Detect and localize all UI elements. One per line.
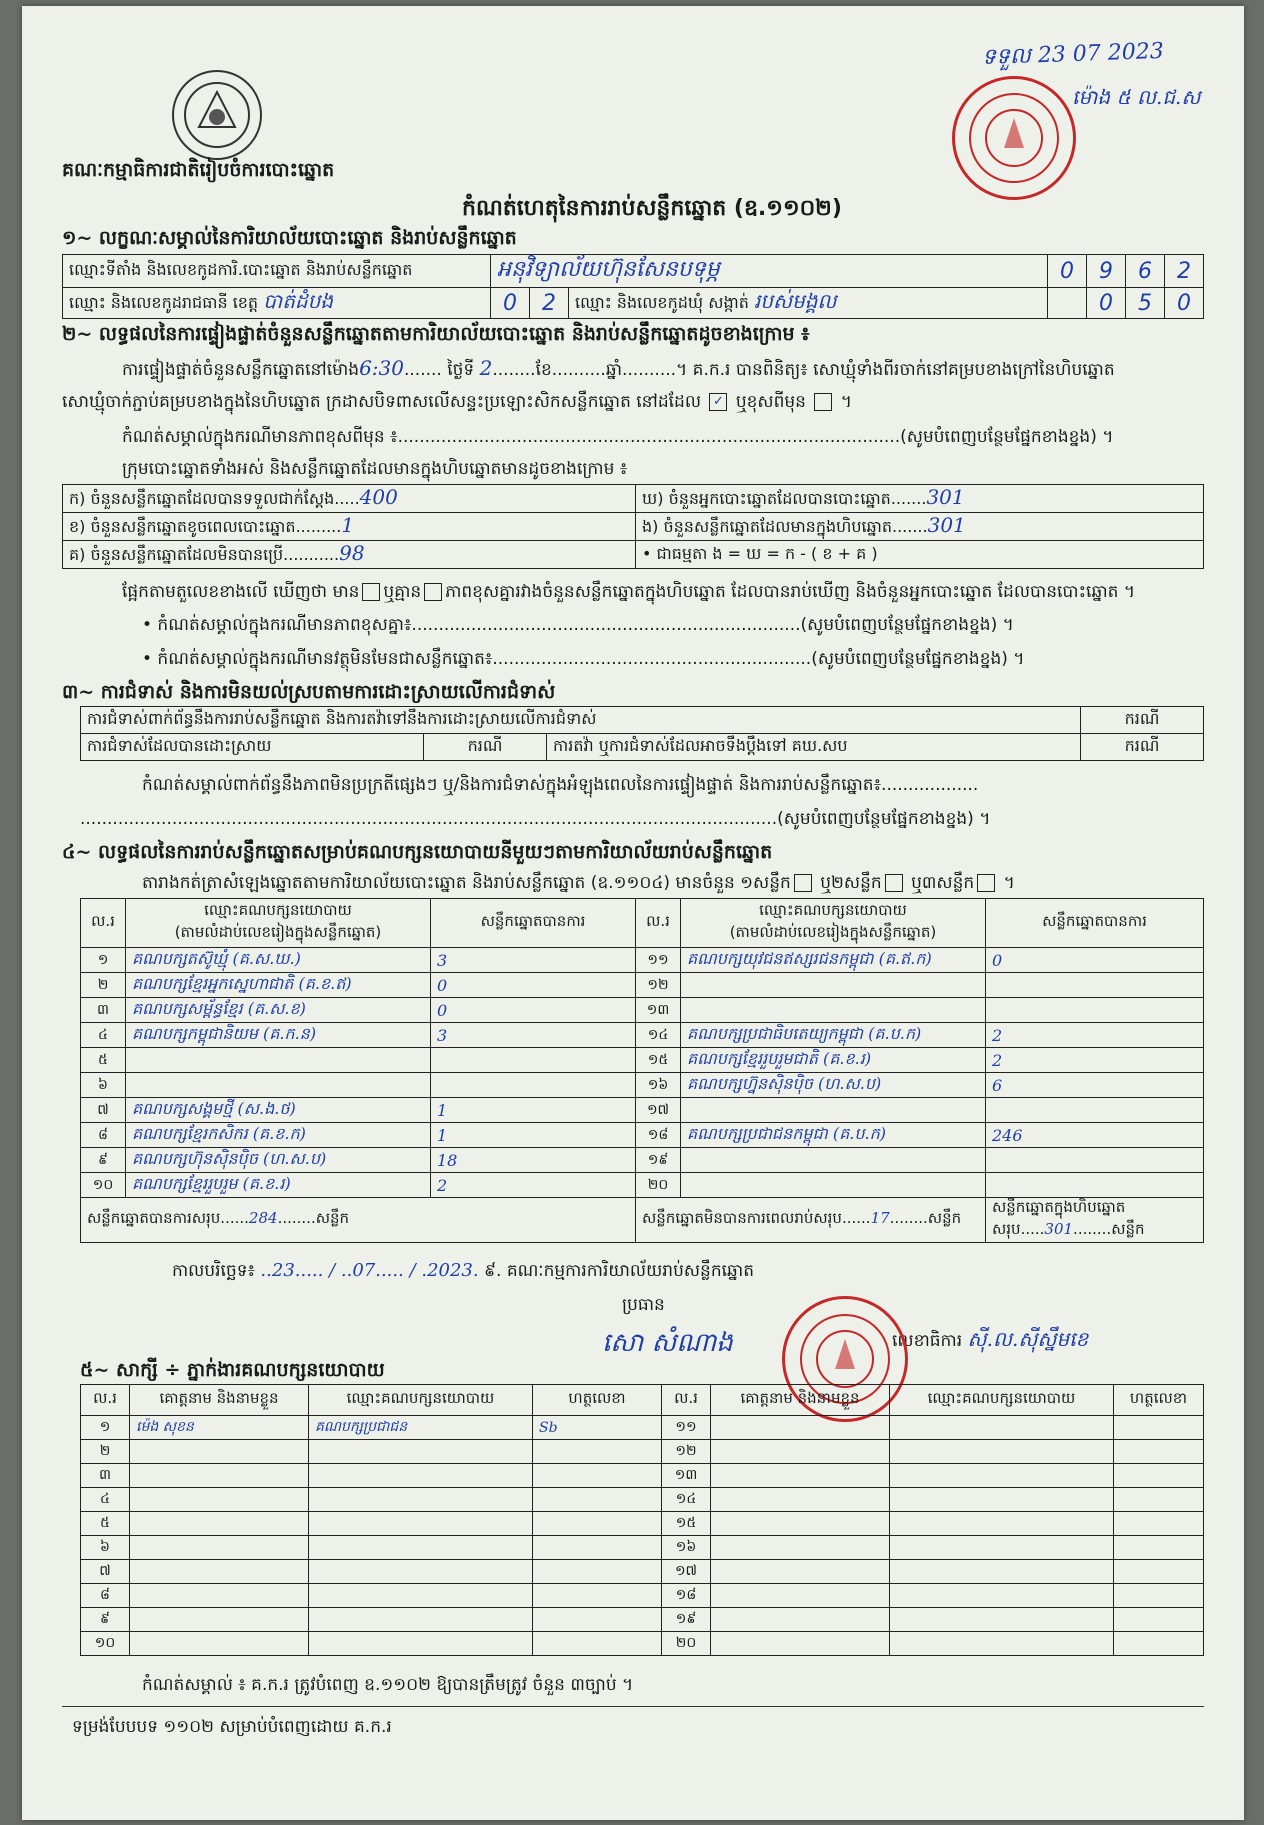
row-number: ៨ bbox=[81, 1584, 130, 1608]
row-number: ១៨ bbox=[662, 1584, 711, 1608]
row-number: ១៥ bbox=[662, 1512, 711, 1536]
witness-name bbox=[711, 1488, 890, 1512]
witness-row bbox=[81, 1560, 1204, 1584]
case-unit: ករណី bbox=[1081, 707, 1204, 734]
witness-signature bbox=[1114, 1536, 1204, 1560]
section-1-table bbox=[62, 254, 1204, 319]
witness-row bbox=[81, 1488, 1204, 1512]
checkbox-empty[interactable] bbox=[424, 583, 442, 601]
row-number: ៧ bbox=[81, 1098, 126, 1123]
checkbox-empty[interactable] bbox=[794, 874, 812, 892]
row-number: ១៩ bbox=[662, 1608, 711, 1632]
witness-row bbox=[81, 1440, 1204, 1464]
row-number: ៨ bbox=[81, 1123, 126, 1148]
handwritten-signature-note: ម៉ោង ៥ ល.ជ.ស bbox=[1072, 85, 1201, 109]
party-name: គណបក្សហ្វ៊ុនស៊ិនប៉ិច (ហ.ស.ប) bbox=[681, 1073, 986, 1098]
witness-party: គណបក្សប្រជាជន bbox=[309, 1416, 533, 1440]
witness-party bbox=[890, 1560, 1114, 1584]
party-row bbox=[81, 1123, 1204, 1148]
s3-note-1: កំណត់សម្គាល់ពាក់ព័ន្ធនឹងភាពមិនប្រក្រតីផ្សេងៗ ឬ/និងការជំទាស់ក្នុងអំឡុងពេលនៃការផ្ទៀងផ្ទាត់ និងការរាប់សន្លឹកឆ្នោត៖.................. bbox=[142, 775, 979, 795]
witness-signature bbox=[533, 1536, 662, 1560]
chairman-signature: សោ សំណាង bbox=[602, 1328, 733, 1358]
witness-party bbox=[890, 1440, 1114, 1464]
party-name: គណបក្សប្រជាធិបតេយ្យកម្ពុជា (គ.ប.ក) bbox=[681, 1023, 986, 1048]
row-number: ២០ bbox=[636, 1173, 681, 1198]
party-votes: 1 bbox=[431, 1123, 636, 1148]
row-number: ១៧ bbox=[636, 1098, 681, 1123]
party-row bbox=[81, 948, 1204, 973]
page-title: កំណត់ហេតុនៃការរាប់សន្លឹកឆ្នោត (ឧ.១១០២) bbox=[462, 196, 842, 221]
witness-row bbox=[81, 1608, 1204, 1632]
row-number: ១៨ bbox=[636, 1123, 681, 1148]
s2-compare-line: ផ្អែកតាមតួលេខខាងលើ ឃើញថា មាន ឬគ្មាន ភាពខុសគ្នារវាងចំនួនសន្លឹកឆ្នោតក្នុងហិបឆ្នោត ដែលបានរាប់ឃើញ និងចំនួនអ្នកបោះឆ្នោត ដែលបានបោះឆ្នោត ។ bbox=[122, 582, 1136, 602]
col-no: ល.រ bbox=[662, 1385, 711, 1416]
party-votes: 2 bbox=[986, 1023, 1204, 1048]
commune-value: របស់មង្គល bbox=[753, 289, 837, 313]
witness-name bbox=[711, 1440, 890, 1464]
commune-code-digit: 0 bbox=[1087, 288, 1126, 319]
row-number: ១០ bbox=[81, 1632, 130, 1656]
party-row bbox=[81, 973, 1204, 998]
row-number: ១១ bbox=[662, 1416, 711, 1440]
witness-signature bbox=[1114, 1440, 1204, 1464]
party-name: គណបក្សខ្មែរអ្នកស្នេហាជាតិ (គ.ខ.ឥ) bbox=[126, 973, 431, 998]
date-line: កាលបរិច្ឆេទ៖ ..23..... / ..07..... / .2023. ៩. គណៈកម្មការការិយាល័យរាប់សន្លឹកឆ្នោត bbox=[172, 1260, 755, 1281]
complaints-forwarded: ការតវ៉ា ឬការជំទាស់ដែលអាចទឹងប្ដឹងទៅ គឃ.សប bbox=[547, 734, 1081, 761]
witness-party bbox=[890, 1416, 1114, 1440]
row-number: ២០ bbox=[662, 1632, 711, 1656]
party-name bbox=[126, 1073, 431, 1098]
count-row-d: ឃ) ចំនួនអ្នកបោះឆ្នោតដែលបានបោះឆ្នោត.......301 bbox=[636, 485, 1204, 513]
witness-party bbox=[309, 1608, 533, 1632]
party-row bbox=[81, 1023, 1204, 1048]
complaints-table bbox=[80, 706, 1204, 761]
case-unit: ករណី bbox=[424, 734, 547, 761]
count-formula: • ជាធម្មតា ង = ឃ = ក - ( ខ + គ ) bbox=[636, 541, 1204, 569]
witness-name bbox=[711, 1584, 890, 1608]
s4-intro: តារាងកត់ត្រាសំឡេងឆ្នោតតាមការិយាល័យបោះឆ្នោត និងរាប់សន្លឹកឆ្នោត (ឧ.១១០៤) មានចំនួន ១សន្លឹក ឬ២សន្លឹក ឬ៣សន្លឹក ។ bbox=[142, 873, 1015, 893]
party-votes bbox=[986, 1173, 1204, 1198]
province-code-digit: 0 bbox=[491, 288, 530, 319]
chairman-label: ប្រធាន bbox=[622, 1295, 665, 1315]
row-number: ១ bbox=[81, 1416, 130, 1440]
col-party: ឈ្មោះគណបក្សនយោបាយ bbox=[890, 1385, 1114, 1416]
witness-party bbox=[309, 1536, 533, 1560]
station-code-digit: 2 bbox=[1165, 255, 1204, 288]
witness-signature bbox=[533, 1440, 662, 1464]
row-number: ១៥ bbox=[636, 1048, 681, 1073]
row-number: ៣ bbox=[81, 998, 126, 1023]
col-party-name: ឈ្មោះគណបក្សនយោបាយ (តាមលំដាប់លេខរៀងក្នុងសន្លឹកឆ្នោត) bbox=[126, 899, 431, 948]
witness-name bbox=[711, 1416, 890, 1440]
witness-signature bbox=[1114, 1608, 1204, 1632]
checkbox-empty[interactable] bbox=[885, 874, 903, 892]
checkbox-empty[interactable] bbox=[814, 393, 832, 411]
col-witness-name: គោត្តនាម និងនាមខ្លួន bbox=[130, 1385, 309, 1416]
party-votes bbox=[986, 998, 1204, 1023]
witness-name bbox=[130, 1440, 309, 1464]
party-name: គណបក្សខ្មែររួបរួមជាតិ (គ.ខ.រ) bbox=[681, 1048, 986, 1073]
party-name: គណបក្សយុវជនឥស្សរជនកម្ពុជា (គ.ឥ.ក) bbox=[681, 948, 986, 973]
party-votes: 2 bbox=[986, 1048, 1204, 1073]
party-votes: 246 bbox=[986, 1123, 1204, 1148]
witness-party bbox=[309, 1464, 533, 1488]
s3-note-2: .................................................................................................................................(សូមបំពេញបន្ថែមផ្នែកខាងខ្នង) ។ bbox=[80, 809, 991, 829]
witness-row bbox=[81, 1584, 1204, 1608]
row-number: ១៣ bbox=[636, 998, 681, 1023]
official-seal-top bbox=[952, 76, 1076, 200]
row-number: ៦ bbox=[81, 1073, 126, 1098]
station-name-label: ឈ្មោះទីតាំង និងលេខកូដការិ.បោះឆ្នោត និងរាប់សន្លឹកឆ្នោត bbox=[63, 255, 491, 288]
witness-row bbox=[81, 1464, 1204, 1488]
checkbox-empty[interactable] bbox=[362, 583, 380, 601]
party-votes bbox=[986, 1148, 1204, 1173]
witness-name bbox=[711, 1632, 890, 1656]
witness-name bbox=[711, 1512, 890, 1536]
party-votes bbox=[986, 1098, 1204, 1123]
section-4-title: ៤~ លទ្ធផលនៃការរាប់សន្លឹកឆ្នោតសម្រាប់គណបក្សនយោបាយនីមួយៗតាមការិយាល័យរាប់សន្លឹកឆ្នោត bbox=[62, 841, 773, 863]
witness-party bbox=[890, 1488, 1114, 1512]
form-footer: ទម្រង់បែបបទ ១១០២ សម្រាប់បំពេញដោយ គ.ក.រ bbox=[72, 1717, 392, 1737]
footer-note: កំណត់សម្គាល់ ៖ គ.ក.រ ត្រូវបំពេញ ឧ.១១០២ ឱ្យបានត្រឹមត្រូវ ចំនួន ៣ច្បាប់ ។ bbox=[142, 1675, 634, 1695]
row-number: ៩ bbox=[81, 1148, 126, 1173]
row-number: ១ bbox=[81, 948, 126, 973]
witness-party bbox=[309, 1488, 533, 1512]
witness-name: ម៉េង សុខន bbox=[130, 1416, 309, 1440]
witness-row bbox=[81, 1632, 1204, 1656]
party-votes bbox=[431, 1048, 636, 1073]
party-votes: 6 bbox=[986, 1073, 1204, 1098]
commune-label: ឈ្មោះ និងលេខកូដឃុំ សង្កាត់ របស់មង្គល bbox=[569, 288, 1048, 319]
witness-party bbox=[309, 1584, 533, 1608]
party-votes bbox=[431, 1073, 636, 1098]
complaints-row-1: ការជំទាស់ពាក់ព័ន្ធនឹងការរាប់សន្លឹកឆ្នោត និងការតវ៉ាទៅនឹងការដោះស្រាយលើការជំទាស់ bbox=[81, 707, 1081, 734]
col-witness-name: គោត្តនាម និងនាមខ្លួន bbox=[711, 1385, 890, 1416]
count-row-e: ង) ចំនួនសន្លឹកឆ្នោតដែលមានក្នុងហិបឆ្នោត.......301 bbox=[636, 513, 1204, 541]
nec-emblem bbox=[172, 70, 262, 160]
col-votes: សន្លឹកឆ្នោតបានការ bbox=[431, 899, 636, 948]
party-name: គណបក្សហ៊ុនស៊ិនប៉ិច (ហ.ស.ប) bbox=[126, 1148, 431, 1173]
station-name-value: អនុវិទ្យាល័យហ៊ុនសែនបទុម្ភ bbox=[491, 255, 1048, 288]
witness-signature bbox=[533, 1464, 662, 1488]
witness-signature bbox=[533, 1560, 662, 1584]
witness-name bbox=[711, 1536, 890, 1560]
s2-note-2: ក្រុមបោះឆ្នោតទាំងអស់ និងសន្លឹកឆ្នោតដែលមានក្នុងហិបឆ្នោតមានដូចខាងក្រោម ៖ bbox=[122, 459, 628, 479]
col-no: ល.រ bbox=[81, 1385, 130, 1416]
witness-row bbox=[81, 1512, 1204, 1536]
s2-bullet-1: • កំណត់សម្គាល់ក្នុងករណីមានភាពខុសគ្នា៖........................................................................(សូមបំពេញបន្ថែមផ្នែកខាងខ្នង) ។ bbox=[142, 615, 1014, 635]
witness-name bbox=[130, 1536, 309, 1560]
witness-row bbox=[81, 1416, 1204, 1440]
row-number: ១២ bbox=[636, 973, 681, 998]
witness-name bbox=[130, 1512, 309, 1536]
row-number: ១០ bbox=[81, 1173, 126, 1198]
witness-party bbox=[890, 1512, 1114, 1536]
party-name bbox=[681, 1098, 986, 1123]
party-name: គណបក្សតស៊ូឃ្មុំ (គ.ស.ឃ.) bbox=[126, 948, 431, 973]
witness-signature bbox=[533, 1584, 662, 1608]
issuer-name: គណៈកម្មាធិការជាតិរៀបចំការបោះឆ្នោត bbox=[62, 159, 335, 181]
row-number: ៣ bbox=[81, 1464, 130, 1488]
party-row bbox=[81, 1173, 1204, 1198]
valid-votes-total: សន្លឹកឆ្នោតបានការសរុប......284........សន្លឹក bbox=[81, 1198, 636, 1243]
handwritten-date-note: ទទួល 23 07 2023 bbox=[981, 38, 1165, 71]
row-number: ៧ bbox=[81, 1560, 130, 1584]
party-name bbox=[681, 1173, 986, 1198]
witness-party bbox=[309, 1632, 533, 1656]
row-number: ២ bbox=[81, 973, 126, 998]
unused-ballots-total: សន្លឹកឆ្នោតមិនបានការពេលរាប់សរុប......17........សន្លឹក bbox=[636, 1198, 986, 1243]
party-results-table bbox=[80, 898, 1204, 1243]
row-number: ១៤ bbox=[636, 1023, 681, 1048]
row-number: ១៩ bbox=[636, 1148, 681, 1173]
witness-signature: Sb bbox=[533, 1416, 662, 1440]
s2-note-1: កំណត់សម្គាល់ក្នុងករណីមានភាពខុសពីមុន ៖.............................................................................................(សូមបំពេញបន្ថែមផ្នែកខាងខ្នង) ។ bbox=[122, 427, 1114, 447]
station-code-digit: 9 bbox=[1087, 255, 1126, 288]
secretary-label: លេខាធិការ ស៊ី.ល.ស៊ីស្នឹមខេ bbox=[892, 1327, 1089, 1351]
witness-row bbox=[81, 1536, 1204, 1560]
witness-party bbox=[309, 1512, 533, 1536]
commune-code-digit: 5 bbox=[1126, 288, 1165, 319]
station-code-digit: 0 bbox=[1048, 255, 1087, 288]
witness-name bbox=[130, 1560, 309, 1584]
witness-name bbox=[130, 1488, 309, 1512]
witness-signature bbox=[1114, 1512, 1204, 1536]
section-3-title: ៣~ ការជំទាស់ និងការមិនយល់ស្របតាមការដោះស្រាយលើការជំទាស់ bbox=[62, 681, 556, 703]
party-votes: 3 bbox=[431, 948, 636, 973]
party-row bbox=[81, 1098, 1204, 1123]
witness-signature bbox=[1114, 1560, 1204, 1584]
party-name bbox=[126, 1048, 431, 1073]
party-votes: 0 bbox=[986, 948, 1204, 973]
col-party-name: ឈ្មោះគណបក្សនយោបាយ (តាមលំដាប់លេខរៀងក្នុងសន្លឹកឆ្នោត) bbox=[681, 899, 986, 948]
party-row bbox=[81, 1148, 1204, 1173]
count-table bbox=[62, 484, 1204, 569]
witness-name bbox=[130, 1608, 309, 1632]
s2-line-1: ការផ្ទៀងផ្ទាត់ចំនួនសន្លឹកឆ្នោតនៅម៉ោង6:30....... ថ្ងៃទី 2........ខែ..........ឆ្នាំ..........។ គ.ក.រ បានពិនិត្យ៖ សោឃ្មុំទាំងពីរចាក់នៅគម្របខាងក្រៅនៃហិបឆ្នោត bbox=[122, 356, 1115, 380]
day-value: 2 bbox=[479, 356, 493, 380]
complaints-resolved: ការជំទាស់ដែលបានដោះស្រាយ bbox=[81, 734, 424, 761]
province-value: បាត់ដំបង bbox=[263, 289, 333, 313]
time-value: 6:30 bbox=[359, 356, 404, 380]
section-2-title: ២~ លទ្ធផលនៃការផ្ទៀងផ្ទាត់ចំនួនសន្លឹកឆ្នោតតាមការិយាល័យបោះឆ្នោត និងរាប់សន្លឹកឆ្នោតដូចខាងក្រោម ៖ bbox=[62, 323, 810, 345]
row-number: ៥ bbox=[81, 1512, 130, 1536]
party-row bbox=[81, 998, 1204, 1023]
party-votes: 3 bbox=[431, 1023, 636, 1048]
witness-signature bbox=[533, 1512, 662, 1536]
province-code-digit: 2 bbox=[530, 288, 569, 319]
station-code-digit: 6 bbox=[1126, 255, 1165, 288]
witness-party bbox=[309, 1560, 533, 1584]
party-name bbox=[681, 973, 986, 998]
row-number: ១២ bbox=[662, 1440, 711, 1464]
row-number: ៥ bbox=[81, 1048, 126, 1073]
party-name bbox=[681, 1148, 986, 1173]
party-name: គណបក្សសម្ព័ន្ធខ្មែរ (គ.ស.ខ) bbox=[126, 998, 431, 1023]
party-votes: 0 bbox=[431, 973, 636, 998]
section-5-title: ៥~ សាក្សី ÷ ភ្នាក់ងារគណបក្សនយោបាយ bbox=[80, 1359, 385, 1381]
party-name: គណបក្សកម្ពុជានិយម (គ.ក.ន) bbox=[126, 1023, 431, 1048]
checkbox-checked[interactable]: ✓ bbox=[709, 393, 727, 411]
witness-name bbox=[711, 1560, 890, 1584]
checkbox-empty[interactable] bbox=[977, 874, 995, 892]
col-party: ឈ្មោះគណបក្សនយោបាយ bbox=[309, 1385, 533, 1416]
witness-party bbox=[890, 1536, 1114, 1560]
province-label: ឈ្មោះ និងលេខកូដរាជធានី ខេត្ត បាត់ដំបង bbox=[63, 288, 491, 319]
party-row bbox=[81, 1048, 1204, 1073]
divider bbox=[62, 1706, 1204, 1707]
row-number: ១៣ bbox=[662, 1464, 711, 1488]
witness-party bbox=[890, 1584, 1114, 1608]
count-row-c: គ) ចំនួនសន្លឹកឆ្នោតដែលមិនបានប្រើ...........98 bbox=[63, 541, 636, 569]
witness-signature bbox=[533, 1488, 662, 1512]
witness-name bbox=[130, 1632, 309, 1656]
row-number: ១៦ bbox=[636, 1073, 681, 1098]
party-votes: 0 bbox=[431, 998, 636, 1023]
row-number: ៩ bbox=[81, 1608, 130, 1632]
witness-signature bbox=[1114, 1416, 1204, 1440]
s2-bullet-2: • កំណត់សម្គាល់ក្នុងករណីមានវត្ថុមិនមែនជាសន្លឹកឆ្នោត៖...........................................................(សូមបំពេញបន្ថែមផ្នែកខាងខ្នង) ។ bbox=[142, 649, 1025, 669]
party-votes: 18 bbox=[431, 1148, 636, 1173]
case-unit: ករណី bbox=[1081, 734, 1204, 761]
row-number: ៤ bbox=[81, 1488, 130, 1512]
row-number: ១៦ bbox=[662, 1536, 711, 1560]
row-number: ១៧ bbox=[662, 1560, 711, 1584]
box-ballots-total: សន្លឹកឆ្នោតក្នុងហិបឆ្នោតសរុប.....301........សន្លឹក bbox=[986, 1198, 1204, 1243]
commune-code-digit: 0 bbox=[1165, 288, 1204, 319]
party-name: គណបក្សខ្មែររួបរួម (គ.ខ.រ) bbox=[126, 1173, 431, 1198]
col-no: ល.រ bbox=[636, 899, 681, 948]
s2-line-2: សោឃ្មុំចាក់ភ្ជាប់គម្របខាងក្នុងនៃហិបឆ្នោត ក្រដាសបិទពាសលើសន្ទះប្រឡោះសិកសន្លឹកឆ្នោត នៅដដែល ✓ ឬខុសពីមុន ។ bbox=[62, 392, 853, 412]
witness-signature bbox=[1114, 1632, 1204, 1656]
witness-party bbox=[890, 1608, 1114, 1632]
row-number: ៤ bbox=[81, 1023, 126, 1048]
witness-name bbox=[711, 1608, 890, 1632]
count-row-a: ក) ចំនួនសន្លឹកឆ្នោតដែលបានទទួលជាក់ស្តែង.....400 bbox=[63, 485, 636, 513]
witness-party bbox=[890, 1464, 1114, 1488]
commune-code-blank bbox=[1048, 288, 1087, 319]
party-votes: 1 bbox=[431, 1098, 636, 1123]
col-votes: សន្លឹកឆ្នោតបានការ bbox=[986, 899, 1204, 948]
party-name bbox=[681, 998, 986, 1023]
row-number: ៦ bbox=[81, 1536, 130, 1560]
col-signature: ហត្ថលេខា bbox=[533, 1385, 662, 1416]
party-name: គណបក្សប្រជាជនកម្ពុជា (គ.ប.ក) bbox=[681, 1123, 986, 1148]
witness-name bbox=[130, 1584, 309, 1608]
witness-table bbox=[80, 1384, 1204, 1656]
party-name: គណបក្សសង្គមថ្មី (ស.ង.ថ) bbox=[126, 1098, 431, 1123]
witness-signature bbox=[1114, 1464, 1204, 1488]
witness-name bbox=[130, 1464, 309, 1488]
party-row bbox=[81, 1073, 1204, 1098]
document-page bbox=[22, 6, 1244, 1820]
party-votes: 2 bbox=[431, 1173, 636, 1198]
witness-signature bbox=[533, 1608, 662, 1632]
row-number: ១៤ bbox=[662, 1488, 711, 1512]
party-votes bbox=[986, 973, 1204, 998]
witness-party bbox=[890, 1632, 1114, 1656]
witness-signature bbox=[533, 1632, 662, 1656]
section-1-title: ១~ លក្ខណៈសម្គាល់នៃការិយាល័យបោះឆ្នោត និងរាប់សន្លឹកឆ្នោត bbox=[62, 227, 517, 249]
party-name: គណបក្សខ្មែរកសិករ (គ.ខ.ក) bbox=[126, 1123, 431, 1148]
col-signature: ហត្ថលេខា bbox=[1114, 1385, 1204, 1416]
col-no: ល.រ bbox=[81, 899, 126, 948]
count-row-b: ខ) ចំនួនសន្លឹកឆ្នោតខូចពេលបោះឆ្នោត.........1 bbox=[63, 513, 636, 541]
witness-name bbox=[711, 1464, 890, 1488]
witness-signature bbox=[1114, 1488, 1204, 1512]
row-number: ២ bbox=[81, 1440, 130, 1464]
witness-signature bbox=[1114, 1584, 1204, 1608]
witness-party bbox=[309, 1440, 533, 1464]
row-number: ១១ bbox=[636, 948, 681, 973]
